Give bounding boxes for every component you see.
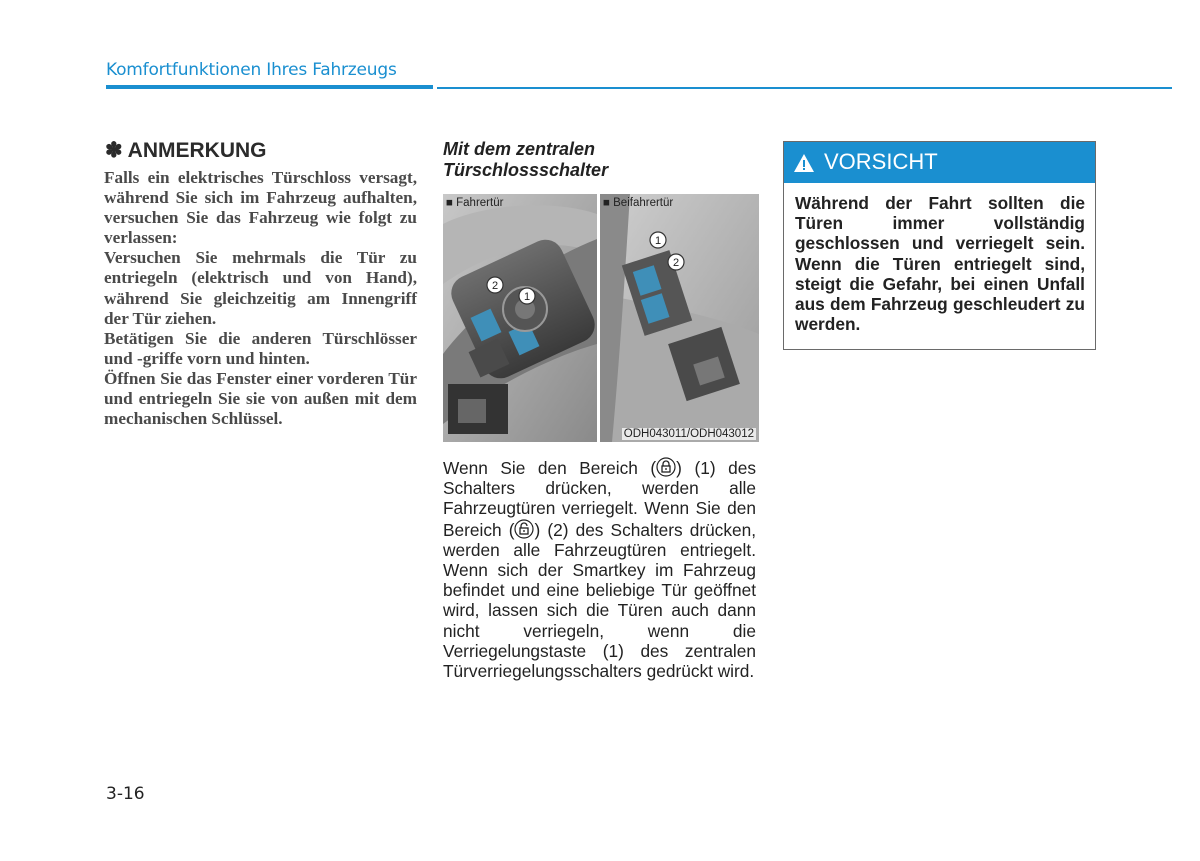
note-paragraph: Versuchen Sie mehrmals die Tür zu entriegeln (elektrisch und von Hand), während Sie gleichzeitig am Innengriff der Tür ziehen. <box>104 248 417 328</box>
callout-2: 2 <box>491 280 499 292</box>
lock-icon <box>656 457 676 477</box>
caution-box <box>783 141 1096 350</box>
section-title-line: Türschlossschalter <box>443 160 609 180</box>
caution-title: VORSICHT <box>824 149 938 174</box>
warning-icon <box>793 153 815 173</box>
note-paragraph: Betätigen Sie die anderen Türschlösser und -griffe vorn und hinten. <box>104 328 417 368</box>
body-text-part: Wenn Sie den Bereich ( <box>443 458 657 478</box>
passenger-door-illustration <box>600 194 759 442</box>
note-paragraph: Öffnen Sie das Fenster einer vorderen Tür und entriegeln Sie sie von außen mit dem mechanischen Schlüssel. <box>104 368 417 429</box>
page-number: 3-16 <box>106 784 145 804</box>
passenger-door-photo <box>600 194 759 442</box>
figure-code: ODH043011/ODH043012 <box>623 428 754 440</box>
section-title-line: Mit dem zentralen <box>443 139 596 159</box>
note-body <box>104 168 417 429</box>
door-switch-figure <box>443 194 759 442</box>
page-header-title: Komfortfunktionen Ihres Fahrzeugs <box>106 60 397 80</box>
unlock-icon <box>514 519 534 539</box>
callout-2: 2 <box>672 257 680 269</box>
body-text-part: ) (1) des Schalters drücken, werden alle Fahrzeugtüren verriegelt. Wenn Sie den Bereich ( <box>443 458 756 540</box>
header-rule-thin <box>437 87 1172 89</box>
driver-door-label: ■ Fahrertür <box>446 197 504 209</box>
caution-text: Während der Fahrt sollten die Türen immer vollständig geschlossen und verriegelt sein. Wenn die Türen entriegelt sind, steigt die Gefahr, bei einen Unfall aus dem Fahrzeug geschleudert zu werden. <box>795 193 1085 335</box>
header-rule-thick <box>106 85 433 89</box>
driver-door-photo <box>443 194 597 442</box>
note-heading: ✽ ANMERKUNG <box>105 139 267 162</box>
body-text <box>443 457 756 681</box>
section-title <box>443 139 763 181</box>
note-paragraph: Falls ein elektrisches Türschloss versagt, während Sie sich im Fahrzeug aufhalten, versuchen Sie das Fahrzeug wie folgt zu verlassen: <box>104 168 417 248</box>
body-text-part: ) (2) des Schalters drücken, werden alle Fahrzeugtüren entriegelt. Wenn sich der Smartkey im Fahrzeug befindet und eine beliebige Tür geöffnet wird, lassen sich die Türen auch dann nicht verriegeln, wenn die Verriegelungstaste (1) des zentralen Türverriegelungsschalters gedrückt wird. <box>443 519 756 682</box>
callout-1: 1 <box>523 291 531 303</box>
passenger-door-label: ■ Beifahrertür <box>603 197 674 209</box>
caution-header <box>784 142 1095 183</box>
driver-door-illustration <box>443 194 597 442</box>
callout-1: 1 <box>654 235 662 247</box>
